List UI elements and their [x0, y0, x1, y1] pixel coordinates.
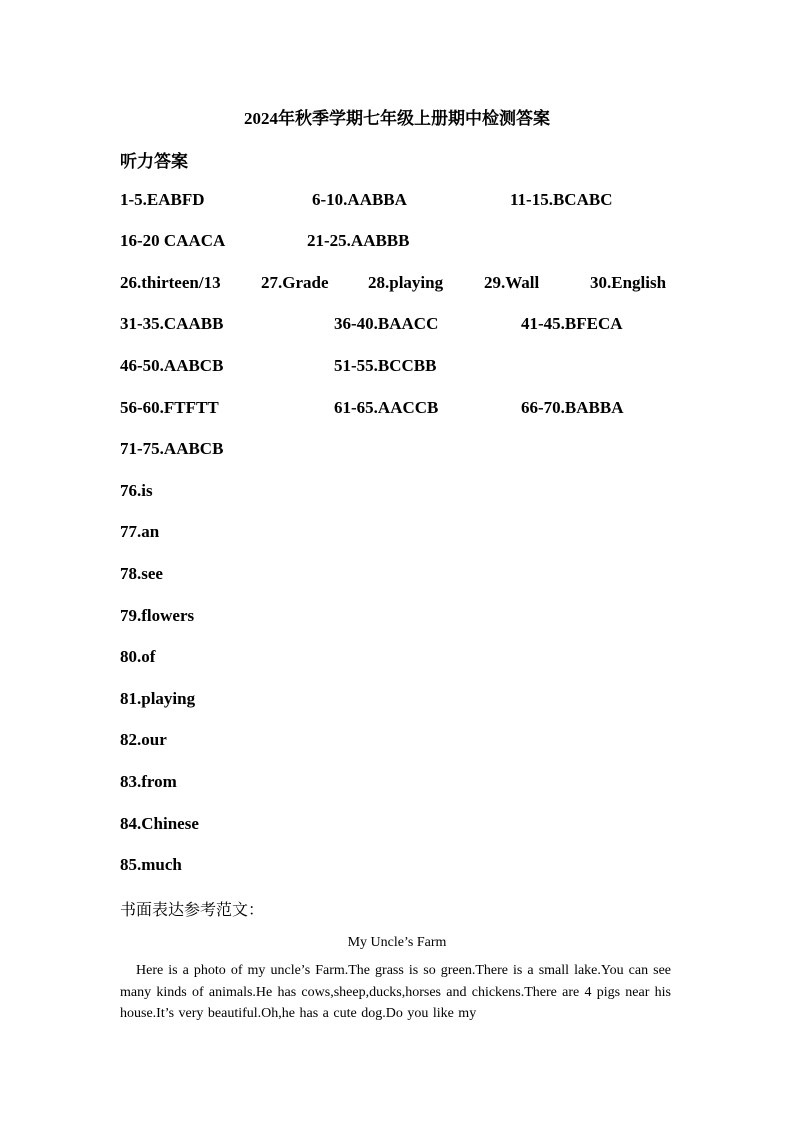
essay-body: Here is a photo of my uncle’s Farm.The grass is so green.There is a small lake.You can see many kinds of animals.He has cows,sheep,ducks,horses and chickens.There are 4 pigs near his house.It’s very beautiful.Oh,he has a cute dog.Do you like my	[120, 963, 671, 1021]
page-title: 2024年秋季学期七年级上册期中检测答案	[244, 109, 550, 128]
listening-answers-heading: 听力答案	[120, 152, 188, 171]
answer-row	[0, 606, 794, 630]
answer-item: 61-65.AACCB	[334, 398, 439, 417]
answer-item: 16-20 CAACA	[120, 231, 226, 250]
answer-row	[0, 439, 794, 463]
essay-title: My Uncle’s Farm	[347, 935, 447, 950]
writing-heading: 书面表达参考范文：	[120, 900, 265, 919]
answer-item: 66-70.BABBA	[521, 398, 624, 417]
answer-row	[0, 398, 794, 422]
answer-item: 71-75.AABCB	[120, 439, 224, 458]
answer-item: 46-50.AABCB	[120, 356, 224, 375]
answer-row	[0, 231, 794, 255]
answer-item: 29.Wall	[484, 273, 540, 292]
answer-row	[0, 814, 794, 838]
answer-item: 85.much	[120, 855, 182, 874]
answer-row	[0, 522, 794, 546]
answer-row	[0, 564, 794, 588]
answer-item: 6-10.AABBA	[312, 190, 407, 209]
answer-item: 79.flowers	[120, 606, 195, 625]
answer-item: 83.from	[120, 772, 177, 791]
answer-item: 28.playing	[368, 273, 444, 292]
answer-item: 41-45.BFECA	[521, 314, 623, 333]
answer-item: 51-55.BCCBB	[334, 356, 437, 375]
answer-row	[0, 356, 794, 380]
answer-item: 30.English	[590, 273, 667, 292]
answer-item: 21-25.AABBB	[307, 231, 410, 250]
answer-row	[0, 689, 794, 713]
answer-row	[0, 647, 794, 671]
answer-item: 84.Chinese	[120, 814, 199, 833]
answer-row	[0, 481, 794, 505]
answer-item: 11-15.BCABC	[510, 190, 613, 209]
answer-item: 77.an	[120, 522, 160, 541]
answer-row	[0, 772, 794, 796]
answer-item: 82.our	[120, 730, 167, 749]
answer-row	[0, 314, 794, 338]
answer-item: 36-40.BAACC	[334, 314, 439, 333]
answer-item: 31-35.CAABB	[120, 314, 224, 333]
answer-item: 26.thirteen/13	[120, 273, 221, 292]
answer-row	[0, 273, 794, 297]
answer-row	[0, 190, 794, 214]
answer-item: 78.see	[120, 564, 163, 583]
answer-row	[0, 730, 794, 754]
answer-item: 81.playing	[120, 689, 196, 708]
answer-item: 1-5.EABFD	[120, 190, 205, 209]
answer-row	[0, 855, 794, 879]
answer-item: 56-60.FTFTT	[120, 398, 219, 417]
answer-item: 80.of	[120, 647, 156, 666]
answer-item: 27.Grade	[261, 273, 329, 292]
answer-item: 76.is	[120, 481, 153, 500]
